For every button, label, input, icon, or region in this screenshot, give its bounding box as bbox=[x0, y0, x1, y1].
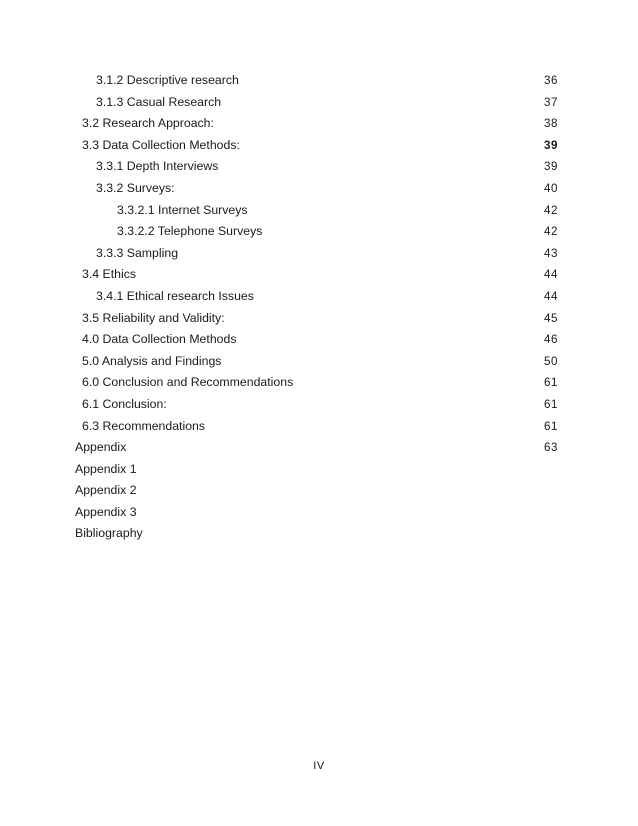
toc-entry bbox=[0, 243, 638, 265]
toc-entry-title: 6.1 Conclusion: bbox=[82, 396, 167, 411]
toc-entry-title: 3.4 Ethics bbox=[82, 267, 136, 282]
toc-entry bbox=[0, 308, 638, 330]
page-number: IV bbox=[313, 760, 325, 772]
toc-entry-page-number: 44 bbox=[544, 289, 559, 303]
toc-entry-page-number: 44 bbox=[544, 268, 559, 282]
toc-entry-page-number: 42 bbox=[544, 225, 559, 239]
toc-entry bbox=[0, 459, 638, 481]
toc-entry bbox=[0, 329, 638, 351]
toc-entry bbox=[0, 480, 638, 502]
toc-entry-title: Appendix 2 bbox=[75, 483, 137, 498]
toc-entry-page-number: 40 bbox=[544, 181, 559, 195]
toc-entry bbox=[0, 523, 638, 545]
toc-entry bbox=[0, 221, 638, 243]
toc-entry-title: 3.1.2 Descriptive research bbox=[96, 73, 239, 87]
toc-entry bbox=[0, 394, 638, 416]
toc-entry bbox=[0, 113, 638, 135]
toc-entry-title: 3.4.1 Ethical research Issues bbox=[96, 288, 254, 303]
toc-entry bbox=[0, 178, 638, 200]
toc-entry bbox=[0, 200, 638, 222]
toc-entry-title: 3.3.2 Surveys: bbox=[96, 180, 175, 195]
toc-entry-page-number: 39 bbox=[544, 160, 559, 174]
toc-entry-title: Appendix bbox=[75, 440, 127, 455]
toc-entry-title: 3.3.3 Sampling bbox=[96, 245, 179, 260]
toc-entry-page-number: 61 bbox=[544, 376, 559, 390]
toc-entry-page-number: 42 bbox=[544, 203, 559, 217]
toc-entry-title: 5.0 Analysis and Findings bbox=[82, 353, 222, 368]
toc-entry bbox=[0, 264, 638, 286]
toc-entry-page-number: 46 bbox=[544, 333, 559, 347]
toc-entry-title: 3.3 Data Collection Methods: bbox=[82, 137, 240, 152]
toc-entry-page-number: 38 bbox=[544, 117, 559, 131]
toc-entry-title: 3.5 Reliability and Validity: bbox=[82, 310, 225, 325]
toc-entry-title: Appendix 3 bbox=[75, 504, 137, 519]
toc-entry-page-number: 43 bbox=[544, 246, 559, 260]
toc-entry-page-number: 37 bbox=[544, 95, 559, 109]
toc-entry-title: 3.3.1 Depth Interviews bbox=[96, 159, 219, 174]
toc-entry-page-number: 63 bbox=[544, 441, 559, 455]
toc-entry bbox=[0, 286, 638, 308]
toc-entry-title: Bibliography bbox=[75, 526, 143, 541]
toc-entry bbox=[0, 70, 638, 92]
toc-entry bbox=[0, 416, 638, 438]
toc-entry bbox=[0, 92, 638, 114]
toc-entry bbox=[0, 156, 638, 178]
toc-entry-page-number: 36 bbox=[544, 74, 559, 87]
toc-entry-page-number: 39 bbox=[544, 138, 559, 152]
toc-entry-title: 4.0 Data Collection Methods bbox=[82, 332, 237, 347]
toc-entry-title: 3.3.2.1 Internet Surveys bbox=[117, 202, 248, 217]
toc-entry bbox=[0, 372, 638, 394]
toc-entry-page-number: 45 bbox=[544, 311, 559, 325]
toc-entry-title: 3.2 Research Approach: bbox=[82, 116, 214, 131]
toc-entry bbox=[0, 135, 638, 157]
toc-entry-title: Appendix 1 bbox=[75, 461, 137, 476]
toc-entry-title: 6.0 Conclusion and Recommendations bbox=[82, 375, 294, 390]
toc-entry-page-number: 61 bbox=[544, 419, 559, 433]
toc-entry-title: 6.3 Recommendations bbox=[82, 418, 206, 433]
toc-entry-title: 3.1.3 Casual Research bbox=[96, 94, 222, 109]
toc-entry bbox=[0, 502, 638, 524]
table-of-contents bbox=[0, 70, 638, 545]
toc-entry bbox=[0, 351, 638, 373]
toc-entry-title: 3.3.2.2 Telephone Surveys bbox=[117, 224, 263, 239]
toc-entry-page-number: 61 bbox=[544, 397, 559, 411]
toc-entry-page-number: 50 bbox=[544, 354, 559, 368]
toc-entry bbox=[0, 437, 638, 459]
